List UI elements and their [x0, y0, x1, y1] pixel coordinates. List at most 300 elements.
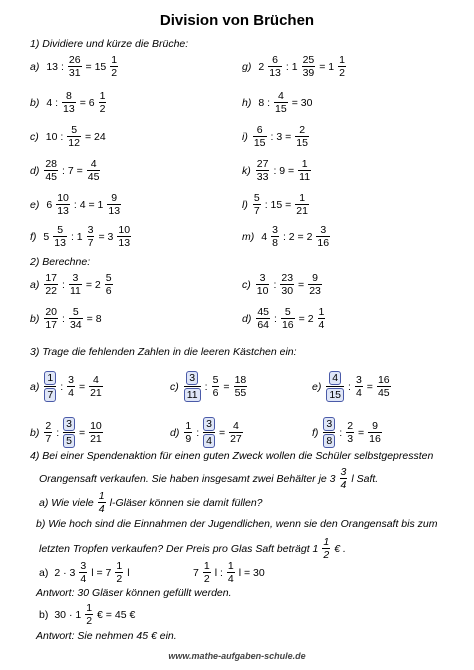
numerator: 1 — [111, 54, 118, 66]
math-text: : — [56, 426, 60, 439]
numerator: 27 — [256, 158, 269, 170]
item-label: d) — [242, 312, 252, 325]
denominator: 45 — [45, 171, 58, 183]
fraction — [69, 306, 83, 331]
math-text: = 15 — [85, 60, 107, 73]
math-text: : 7 = — [62, 164, 83, 177]
task4-solution-a — [36, 560, 133, 585]
task1-m — [242, 224, 331, 249]
math-text: : 15 = — [264, 198, 292, 211]
numerator: 4 — [329, 371, 341, 385]
fraction — [44, 158, 58, 183]
numerator: 3 — [355, 374, 362, 386]
numerator: 5 — [105, 272, 112, 284]
denominator: 4 — [80, 573, 87, 585]
math-text: = — [218, 426, 226, 439]
math-text: = — [223, 380, 230, 393]
task1-i — [242, 124, 310, 149]
math-text: a) — [39, 566, 49, 579]
item-label: f) — [30, 230, 37, 243]
math-text: l — [127, 566, 130, 579]
numerator: 3 — [72, 272, 79, 284]
fraction — [340, 466, 348, 491]
fraction-bar — [184, 386, 201, 387]
boxed-fraction — [184, 370, 201, 403]
math-text: : — [204, 380, 208, 393]
fraction — [89, 420, 103, 445]
fraction — [229, 420, 243, 445]
fraction — [368, 420, 382, 445]
math-text: 2 · 3 — [54, 566, 76, 579]
numerator: 1 — [203, 560, 210, 572]
fraction — [256, 306, 270, 331]
task4-answer-a: Antwort: 30 Gläser können gefüllt werden. — [36, 587, 232, 599]
fraction — [87, 158, 101, 183]
denominator: 21 — [90, 433, 102, 445]
denominator: 4 — [227, 573, 234, 585]
denominator: 34 — [69, 319, 82, 331]
math-text: : — [348, 380, 351, 393]
numerator: 1 — [339, 54, 345, 66]
denominator: 21 — [296, 205, 308, 217]
math-text: = 2 — [298, 312, 314, 325]
denominator: 13 — [108, 205, 121, 217]
math-text: : — [62, 312, 65, 325]
denominator: 5 — [63, 434, 75, 448]
denominator: 17 — [45, 319, 58, 331]
numerator: 4 — [90, 158, 97, 170]
denominator: 8 — [323, 434, 335, 448]
section-2-heading: 2) Berechne: — [30, 256, 91, 268]
task3-e — [312, 370, 392, 403]
fraction — [44, 306, 58, 331]
item-label: a) — [30, 60, 40, 73]
fraction — [256, 158, 270, 183]
task1-l — [242, 192, 310, 217]
fraction — [256, 272, 270, 297]
math-text: l-Gläser können sie damit füllen? — [109, 496, 263, 509]
numerator: 5 — [72, 306, 79, 318]
denominator: 9 — [185, 433, 192, 445]
item-label: k) — [242, 164, 251, 177]
item-label: l) — [242, 198, 248, 211]
math-text: € . — [334, 542, 346, 555]
denominator: 3 — [347, 433, 354, 445]
item-label: c) — [170, 380, 179, 393]
denominator: 2 — [116, 573, 123, 585]
fraction — [44, 420, 52, 445]
denominator: 15 — [275, 103, 287, 115]
numerator: 6 — [256, 124, 263, 136]
numerator: 3 — [320, 224, 327, 236]
math-text: : — [60, 380, 64, 393]
math-text: = — [366, 380, 373, 393]
math-text: : 3 = — [270, 130, 292, 143]
numerator: 9 — [111, 192, 118, 204]
numerator: 5 — [253, 192, 260, 204]
denominator: 2 — [339, 67, 345, 79]
task2-a — [30, 272, 114, 297]
numerator: 1 — [44, 371, 56, 385]
numerator: 4 — [277, 90, 284, 102]
item-label: b) — [30, 96, 40, 109]
denominator: 55 — [234, 387, 247, 399]
numerator: 1 — [116, 560, 123, 572]
fraction — [234, 374, 248, 399]
denominator: 13 — [57, 205, 69, 217]
numerator: 3 — [203, 417, 215, 431]
denominator: 12 — [68, 137, 80, 149]
task4-question-b: b) Wie hoch sind die Einnahmen der Jugendlichen, wenn sie den Orangensaft bis zum — [36, 518, 438, 530]
task4-answer-b: Antwort: Sie nehmen 45 € ein. — [36, 630, 177, 642]
math-text: 13 : — [46, 60, 64, 73]
task1-e — [30, 192, 122, 217]
fraction — [184, 420, 192, 445]
math-text: l Saft. — [351, 472, 379, 485]
section-1-heading: 1) Dividiere und kürze die Brüche: — [30, 38, 189, 50]
math-text: letzten Tropfen verkaufen? Der Preis pro Glas Saft beträgt 1 — [39, 542, 319, 555]
item-label: b) — [30, 312, 40, 325]
math-text: = 3 — [98, 230, 114, 243]
numerator: 4 — [233, 420, 239, 432]
task3-d — [170, 416, 244, 449]
denominator: 7 — [44, 388, 56, 402]
fraction-bar — [63, 432, 75, 433]
fraction — [99, 90, 107, 115]
math-text: 2 — [258, 60, 265, 73]
fraction — [308, 272, 322, 297]
fraction — [280, 272, 294, 297]
fraction-bar — [203, 432, 215, 433]
item-label: g) — [242, 60, 252, 73]
math-text: l = 7 — [91, 566, 112, 579]
fraction-bar — [44, 386, 56, 387]
fraction — [53, 224, 67, 249]
numerator: 9 — [372, 420, 378, 432]
fraction — [110, 54, 118, 79]
numerator: 2 — [347, 420, 354, 432]
numerator: 3 — [80, 560, 87, 572]
numerator: 3 — [68, 374, 74, 386]
fraction — [302, 54, 316, 79]
math-text: = 30 — [291, 96, 313, 109]
fraction — [268, 54, 282, 79]
item-label: e) — [30, 198, 40, 211]
fraction — [298, 158, 311, 183]
math-text: Orangensaft verkaufen. Sie haben insgesamt zwei Behälter je 3 — [39, 472, 336, 485]
item-label: d) — [170, 426, 180, 439]
numerator: 26 — [68, 54, 81, 66]
math-text: = — [78, 380, 86, 393]
denominator: 16 — [281, 319, 294, 331]
numerator: 3 — [87, 224, 94, 236]
math-text: = — [358, 426, 365, 439]
fraction — [117, 224, 131, 249]
denominator: 10 — [256, 285, 269, 297]
denominator: 45 — [87, 171, 100, 183]
numerator: 5 — [284, 306, 291, 318]
fraction — [355, 374, 363, 399]
numerator: 17 — [45, 272, 58, 284]
denominator: 22 — [45, 285, 58, 297]
denominator: 11 — [299, 171, 311, 183]
fraction — [318, 306, 326, 331]
numerator: 23 — [281, 272, 294, 284]
item-label: m) — [242, 230, 255, 243]
math-text: : 1 — [70, 230, 83, 243]
denominator: 4 — [318, 319, 325, 331]
denominator: 13 — [54, 237, 66, 249]
numerator: 4 — [93, 374, 99, 386]
task1-f — [30, 224, 132, 249]
item-label: c) — [30, 130, 39, 143]
denominator: 7 — [87, 237, 94, 249]
numerator: 20 — [45, 306, 58, 318]
denominator: 4 — [203, 434, 215, 448]
denominator: 2 — [203, 573, 210, 585]
math-text: = 2 — [85, 278, 101, 291]
fraction — [253, 124, 267, 149]
math-text: = — [298, 278, 305, 291]
task4-solution-b — [36, 602, 138, 627]
denominator: 33 — [256, 171, 269, 183]
numerator: 16 — [377, 374, 390, 386]
fraction — [85, 602, 93, 627]
fraction — [227, 560, 235, 585]
numerator: 1 — [227, 560, 234, 572]
task3-c — [170, 370, 248, 403]
fraction-bar — [323, 432, 335, 433]
numerator: 5 — [212, 374, 219, 386]
fraction — [68, 54, 82, 79]
fraction — [44, 272, 58, 297]
math-text: = — [78, 426, 86, 439]
math-text: 8 : — [258, 96, 271, 109]
denominator: 7 — [45, 433, 52, 445]
denominator: 8 — [272, 237, 278, 249]
item-label: i) — [242, 130, 248, 143]
denominator: 16 — [369, 433, 381, 445]
math-text: : 2 = 2 — [282, 230, 313, 243]
fraction — [67, 374, 75, 399]
denominator: 4 — [355, 387, 362, 399]
boxed-fraction — [63, 416, 75, 449]
task3-f — [312, 416, 383, 449]
item-label: d) — [30, 164, 40, 177]
denominator: 6 — [212, 387, 219, 399]
numerator: 28 — [45, 158, 58, 170]
numerator: 45 — [257, 306, 270, 318]
fraction — [67, 124, 81, 149]
boxed-fraction — [203, 416, 215, 449]
fraction — [338, 54, 346, 79]
denominator: 6 — [105, 285, 112, 297]
page-title: Division von Brüchen — [159, 12, 315, 29]
item-label: b) — [30, 426, 40, 439]
math-text: l = 30 — [238, 566, 265, 579]
item-label: a) — [30, 380, 40, 393]
numerator: 3 — [63, 417, 75, 431]
denominator: 2 — [99, 103, 106, 115]
fraction — [253, 192, 261, 217]
footer-url: www.mathe-aufgaben-schule.de — [168, 651, 306, 661]
denominator: 13 — [118, 237, 131, 249]
fraction — [203, 560, 211, 585]
numerator: 5 — [57, 224, 64, 236]
denominator: 23 — [309, 285, 321, 297]
numerator: 2 — [45, 420, 52, 432]
numerator: 18 — [234, 374, 247, 386]
numerator: 3 — [340, 466, 347, 478]
section-3-heading: 3) Trage die fehlenden Zahlen in die leeren Kästchen ein: — [30, 346, 297, 358]
denominator: 16 — [317, 237, 330, 249]
numerator: 3 — [323, 417, 335, 431]
math-text: = 8 — [86, 312, 102, 325]
numerator: 1 — [99, 90, 106, 102]
item-label: c) — [242, 278, 251, 291]
math-text: : 4 = 1 — [73, 198, 104, 211]
task1-h — [242, 90, 315, 115]
fraction — [56, 192, 70, 217]
denominator: 11 — [184, 388, 201, 402]
numerator: 3 — [272, 224, 278, 236]
denominator: 4 — [340, 479, 347, 491]
task1-c — [30, 124, 109, 149]
task2-d — [242, 306, 326, 331]
fraction — [62, 90, 76, 115]
math-text: : — [62, 278, 65, 291]
boxed-fraction — [326, 370, 344, 403]
denominator: 13 — [269, 67, 281, 79]
section-4-heading: 4) Bei einer Spendenaktion für einen guten Zweck wollen die Schüler selbstgepressten — [30, 450, 434, 462]
numerator: 1 — [98, 490, 105, 502]
numerator: 1 — [323, 536, 330, 548]
item-label: e) — [312, 380, 322, 393]
fraction — [281, 306, 295, 331]
denominator: 21 — [90, 387, 102, 399]
task4-question-b2 — [36, 536, 349, 561]
task1-a — [30, 54, 119, 79]
item-label: a) — [30, 278, 40, 291]
numerator: 1 — [318, 306, 325, 318]
denominator: 31 — [68, 67, 81, 79]
denominator: 4 — [68, 387, 74, 399]
denominator: 2 — [111, 67, 118, 79]
math-text: = 1 — [319, 60, 335, 73]
fraction — [377, 374, 391, 399]
numerator: 1 — [299, 192, 306, 204]
math-text: 4 — [261, 230, 268, 243]
math-text: a) Wie viele — [39, 496, 94, 509]
math-text: 5 — [43, 230, 50, 243]
math-text: : 9 = — [273, 164, 295, 177]
numerator: 1 — [185, 420, 192, 432]
fraction — [69, 272, 82, 297]
math-text: : — [274, 312, 277, 325]
fraction — [87, 224, 95, 249]
math-text: l : — [214, 566, 223, 579]
boxed-fraction — [323, 416, 335, 449]
numerator: 5 — [71, 124, 78, 136]
fraction — [89, 374, 103, 399]
fraction — [105, 272, 113, 297]
denominator: 2 — [323, 549, 330, 561]
numerator: 2 — [299, 124, 306, 136]
denominator: 15 — [253, 137, 266, 149]
denominator: 13 — [63, 103, 75, 115]
numerator: 25 — [302, 54, 315, 66]
task4-line1 — [36, 466, 381, 491]
math-text: : — [196, 426, 200, 439]
denominator: 7 — [253, 205, 260, 217]
denominator: 30 — [281, 285, 294, 297]
denominator: 4 — [98, 503, 105, 515]
denominator: 15 — [296, 137, 308, 149]
math-text: = 6 — [79, 96, 95, 109]
item-label: h) — [242, 96, 252, 109]
task1-d — [30, 158, 101, 183]
numerator: 9 — [312, 272, 318, 284]
fraction — [79, 560, 87, 585]
fraction — [346, 420, 354, 445]
fraction — [316, 224, 330, 249]
denominator: 45 — [377, 387, 390, 399]
numerator: 10 — [118, 224, 131, 236]
denominator: 27 — [230, 433, 242, 445]
numerator: 10 — [90, 420, 102, 432]
math-text: 7 — [193, 566, 199, 579]
denominator: 11 — [69, 285, 81, 297]
fraction — [295, 192, 309, 217]
denominator: 39 — [302, 67, 315, 79]
fraction — [115, 560, 123, 585]
task3-a — [30, 370, 104, 403]
fraction — [107, 192, 121, 217]
fraction — [274, 90, 288, 115]
denominator: 2 — [86, 615, 93, 627]
math-text: = 24 — [84, 130, 106, 143]
numerator: 10 — [57, 192, 69, 204]
fraction-bar — [326, 386, 344, 387]
numerator: 3 — [186, 371, 198, 385]
numerator: 8 — [65, 90, 72, 102]
denominator: 64 — [257, 319, 270, 331]
math-text: € = 45 € — [97, 608, 136, 621]
math-text: 6 — [46, 198, 53, 211]
math-text: 10 : — [45, 130, 64, 143]
denominator: 15 — [326, 388, 344, 402]
math-text: 4 : — [46, 96, 59, 109]
task4-solution-a2 — [190, 560, 268, 585]
task1-g — [242, 54, 347, 79]
numerator: 1 — [301, 158, 308, 170]
task2-b — [30, 306, 105, 331]
numerator: 3 — [259, 272, 266, 284]
task3-b — [30, 416, 104, 449]
fraction — [295, 124, 309, 149]
boxed-fraction — [44, 370, 56, 403]
item-label: f) — [312, 426, 319, 439]
task1-b — [30, 90, 107, 115]
fraction — [271, 224, 279, 249]
math-text: 30 · 1 — [54, 608, 82, 621]
math-text: b) — [39, 608, 49, 621]
math-text: : — [339, 426, 343, 439]
task1-k — [242, 158, 312, 183]
fraction — [322, 536, 330, 561]
math-text: : — [273, 278, 277, 291]
task4-question-a — [36, 490, 266, 515]
